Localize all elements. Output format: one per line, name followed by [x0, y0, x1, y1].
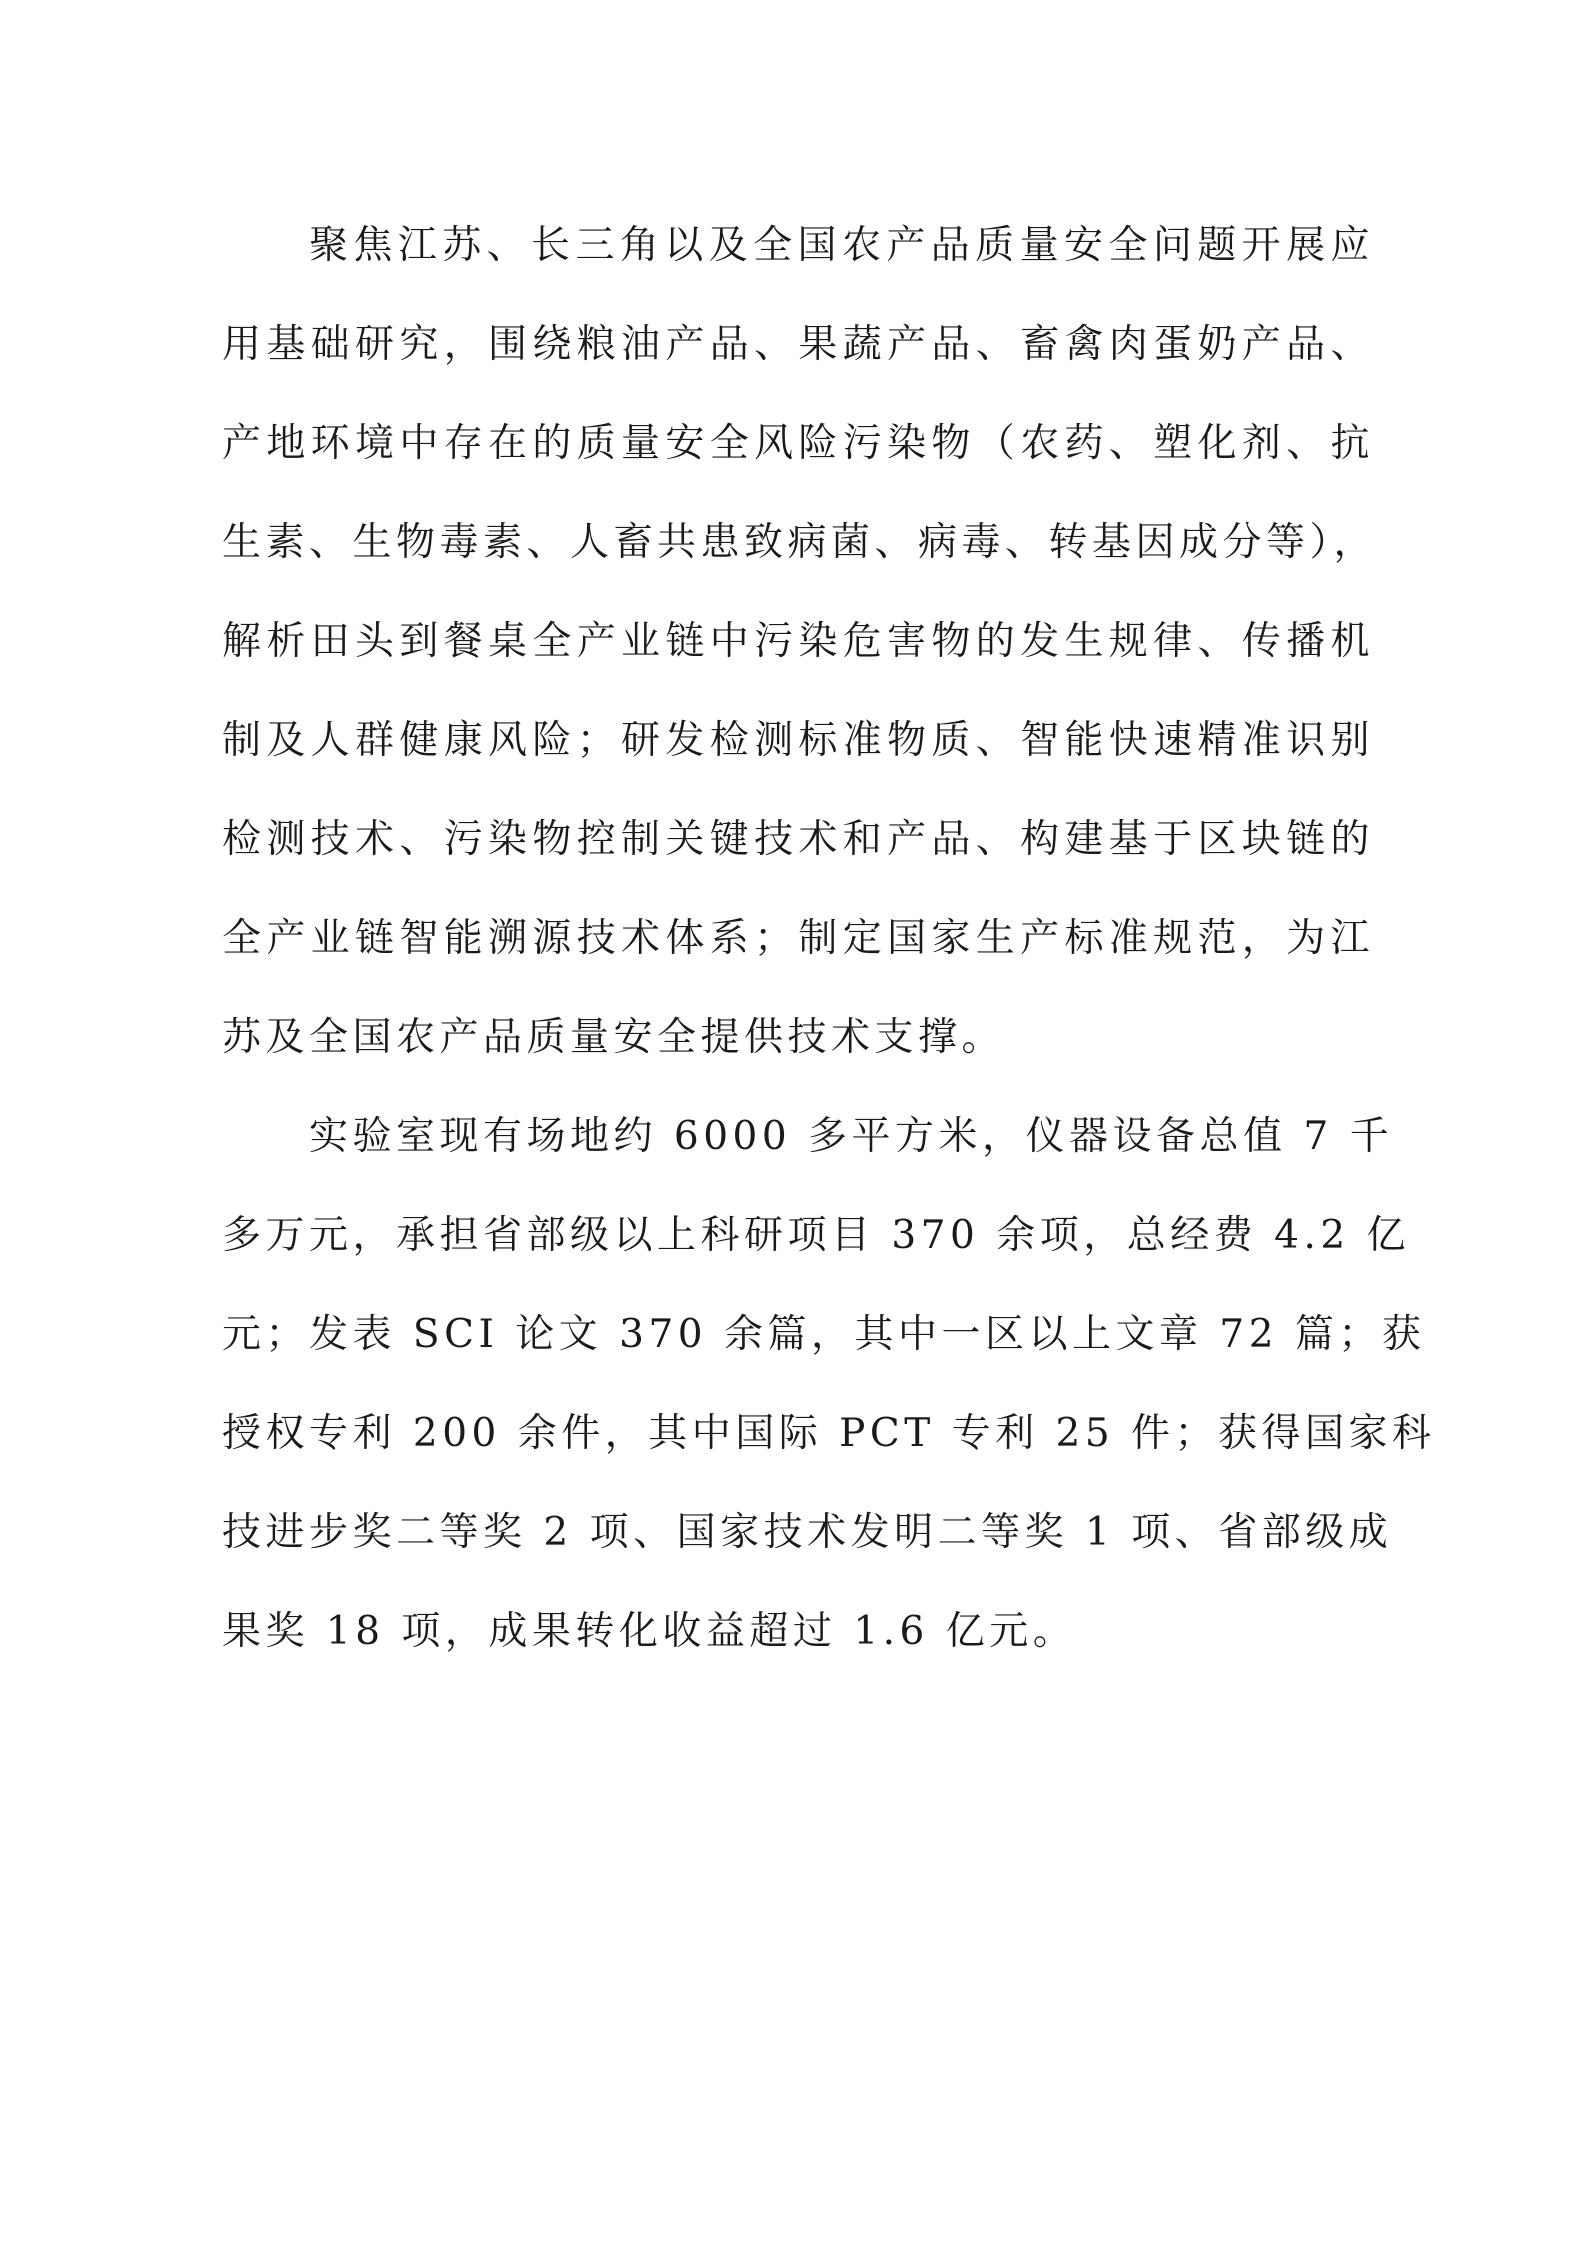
- text-line: 多万元，承担省部级以上科研项目 370 余项，总经费 4.2 亿: [222, 1213, 1411, 1258]
- text-line: 检测技术、污染物控制关键技术和产品、构建基于区块链的: [222, 817, 1374, 862]
- text-line: 技进步奖二等奖 2 项、国家技术发明二等奖 1 项、省部级成: [222, 1510, 1393, 1555]
- paragraph-lab-achievements: [222, 1087, 1436, 1681]
- text-line: 实验室现有场地约 6000 多平方米，仪器设备总值 7 千: [309, 1114, 1394, 1159]
- text-line: 生素、生物毒素、人畜共患致病菌、病毒、转基因成分等），: [222, 520, 1378, 565]
- text-line: 产地环境中存在的质量安全风险污染物（农药、塑化剂、抗: [222, 421, 1374, 466]
- text-line: 制及人群健康风险；研发检测标准物质、智能快速精准识别: [222, 718, 1374, 763]
- text-line: 解析田头到餐桌全产业链中污染危害物的发生规律、传播机: [222, 619, 1374, 664]
- text-line: 元；发表 SCI 论文 370 余篇，其中一区以上文章 72 篇；获: [222, 1312, 1426, 1357]
- text-line: 用基础研究，围绕粮油产品、果蔬产品、畜禽肉蛋奶产品、: [222, 322, 1374, 367]
- text-line: 果奖 18 项，成果转化收益超过 1.6 亿元。: [222, 1609, 1077, 1654]
- text-line: 聚焦江苏、长三角以及全国农产品质量安全问题开展应: [309, 223, 1374, 268]
- text-line: 全产业链智能溯源技术体系；制定国家生产标准规范，为江: [222, 916, 1374, 961]
- text-line: 授权专利 200 余件，其中国际 PCT 专利 25 件；获得国家科: [222, 1411, 1436, 1456]
- text-line: 苏及全国农产品质量安全提供技术支撑。: [222, 1015, 1006, 1060]
- paragraph-research-focus: [222, 196, 1378, 1087]
- document-body: [222, 196, 1436, 1681]
